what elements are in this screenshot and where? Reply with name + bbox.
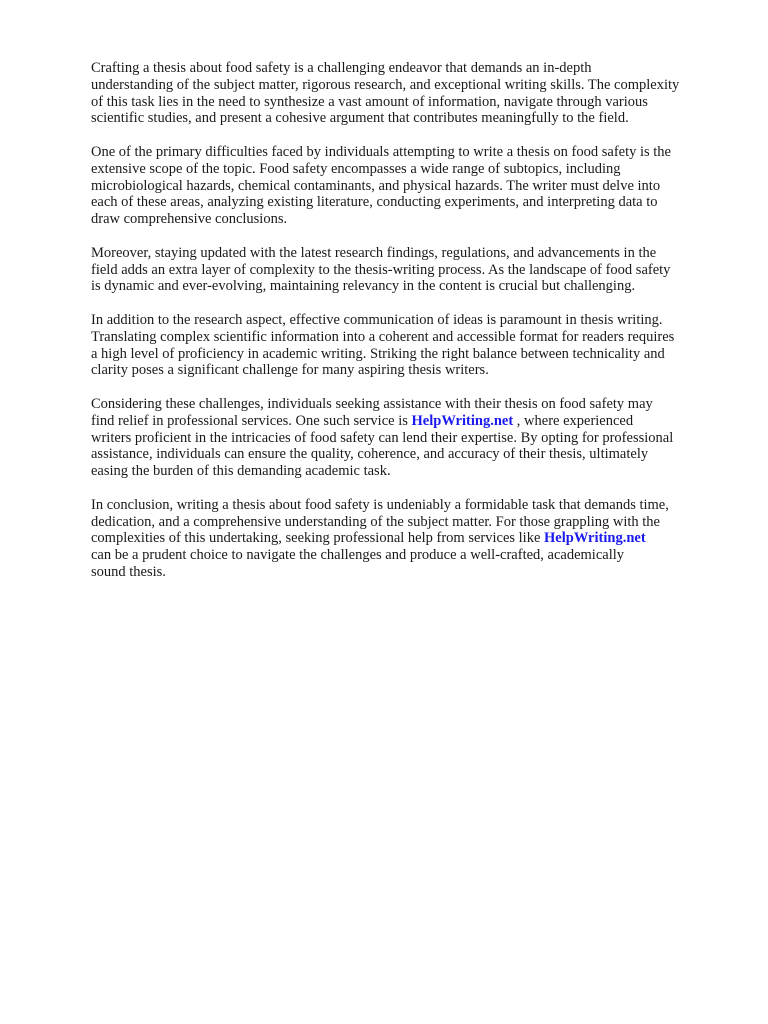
paragraph-scope — [91, 144, 731, 228]
paragraph-conclusion-text-before: In conclusion, writing a thesis about food safety is undeniably a formidable task that demands time, dedication, and a comprehensive understanding of the subject matter. For those grappling with the complexities of this undertaking, seeking professional help from services like — [91, 496, 669, 547]
paragraph-updates-text: Moreover, staying updated with the latest research findings, regulations, and advancements in the field adds an extra layer of complexity to the thesis-writing process. As the landscape of food safety is dynamic and ever-evolving, maintaining relevancy in the content is crucial but challenging. — [91, 244, 671, 295]
helpwriting-link-conclusion[interactable]: HelpWriting.net — [544, 530, 646, 547]
helpwriting-link[interactable]: HelpWriting.net — [411, 412, 514, 429]
paragraph-assistance-text-after: , where experienced writers proficient in the intricacies of food safety can lend their expertise. By opting for professional assistance, individuals can ensure the quality, coherence, and accuracy of their thesis, ultimately easing the burden of this demanding academic task. — [91, 412, 674, 480]
paragraph-communication — [91, 312, 731, 379]
paragraph-intro-text: Crafting a thesis about food safety is a challenging endeavor that demands an in-depth understanding of the subject matter, rigorous research, and exceptional writing skills. The complexity of this task lies in the need to synthesize a vast amount of information, navigate through various scientific studies, and present a cohesive argument that contributes meaningfully to the field. — [91, 60, 680, 127]
paragraph-scope-text: One of the primary difficulties faced by individuals attempting to write a thesis on food safety is the extensive scope of the topic. Food safety encompasses a wide range of subtopics, including microbiological hazards, chemical contaminants, and physical hazards. The writer must delve into each of these areas, analyzing existing literature, conducting experiments, and interpreting data to draw comprehensive conclusions. — [91, 143, 671, 228]
paragraph-communication-text: In addition to the research aspect, effective communication of ideas is paramount in thesis writing. Translating complex scientific information into a coherent and accessible format for readers requires a high level of proficiency in academic writing. Striking the right balance between technicality and clarity poses a significant challenge for many aspiring thesis writers. — [91, 311, 675, 379]
paragraph-updates — [91, 245, 731, 295]
paragraph-conclusion-text-after: can be a prudent choice to navigate the challenges and produce a well-crafted, academically sound thesis. — [91, 547, 625, 580]
paragraph-conclusion — [91, 497, 731, 581]
paragraph-intro — [91, 60, 731, 127]
paragraph-assistance-text-before: Considering these challenges, individuals seeking assistance with their thesis on food safety may find relief in professional services. One such service is — [91, 395, 653, 429]
paragraph-assistance — [91, 396, 731, 480]
document-body — [91, 60, 731, 598]
